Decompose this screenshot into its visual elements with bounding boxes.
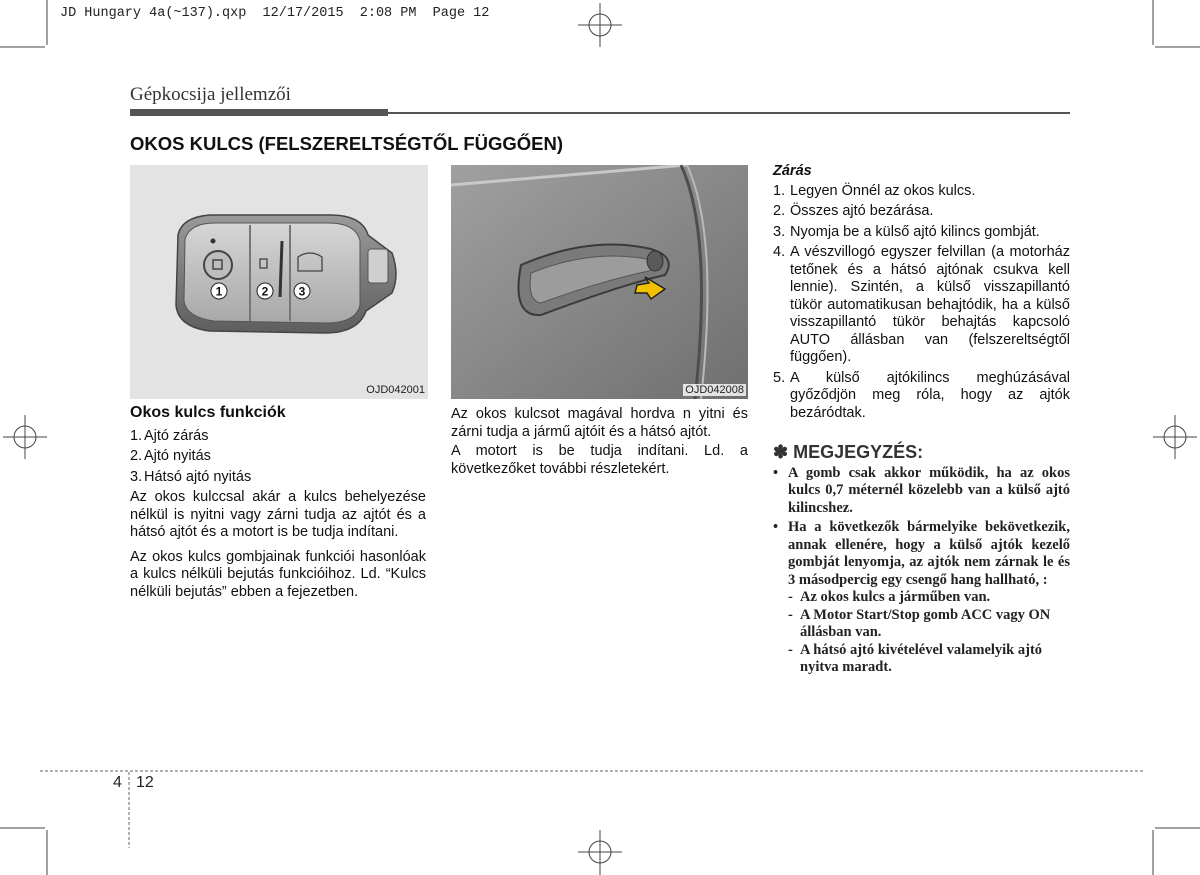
list-item: 3. Hátsó ajtó nyitás	[130, 468, 252, 485]
list-item: 1. Legyen Önnél az okos kulcs.	[773, 182, 976, 199]
paragraph: A motort is be tudja indítani. Ld. a következőket további részletekért.	[451, 443, 748, 477]
column-3	[773, 163, 1070, 677]
key-marker-2: 2	[261, 284, 269, 299]
chapter-number: 4	[113, 774, 122, 791]
note-sub-item: - A Motor Start/Stop gomb ACC vagy ON állásban van.	[788, 606, 1051, 640]
list-item: 1. Ajtó zárás	[130, 427, 209, 444]
figure2-code: OJD042008	[685, 384, 744, 396]
note-box	[773, 465, 1070, 677]
note-sub-item: - Az okos kulcs a járműben van.	[788, 589, 991, 605]
smart-key-illustration	[130, 165, 428, 399]
print-slug: JD Hungary 4a(~137).qxp 12/17/2015 2:08 PM Page 12	[60, 6, 490, 21]
smart-key-figure	[130, 165, 428, 399]
note-heading: ✽ MEGJEGYZÉS:	[773, 442, 924, 462]
key-marker-3: 3	[298, 284, 306, 299]
list-item: 3. Nyomja be a külső ajtó kilincs gombját.	[773, 223, 1040, 240]
note-bullet: • A gomb csak akkor működik, ha az okos kulcs 0,7 méternél közelebb van a külső ajtó kilincshez.	[773, 464, 1070, 516]
note-sub-item: - A hátsó ajtó kivételével valamelyik ajtó nyitva maradt.	[788, 641, 1043, 675]
paragraph: Az okos kulccsal akár a kulcs behelyezése nélkül is nyitni vagy zárni tudja az ajtót és a hátsó ajtót és a motort is be tudja indítani.	[130, 489, 426, 540]
list-item: 4. A vészvillogó egyszer felvillan (a motorház tetőnek és a hátsó ajtónak csukva kell lennie). Szintén, a külső visszapillantó tükör automatikusan behajtódik, ha a külső visszapillantó tükör behajtás kapcsoló AUTO állásban van (felszereltségtől függően).	[773, 244, 1070, 365]
paragraph: Az okos kulcs gombjainak funkciói hasonlóak a kulcs nélküli bejutás funkcióihoz. Ld. “Kulcs nélküli bejutás” ebben a fejezetben.	[130, 548, 426, 600]
smart-key-functions-heading: Okos kulcs funkciók	[130, 404, 286, 421]
note-bullet: • Ha a következők bármelyike bekövetkezik, annak ellenére, hogy a külső ajtók kezelő gombját lenyomja, az ajtók nem zárnak le és 3 másodpercig egy csengő hang hallható, :	[773, 519, 1070, 588]
page-number: 12	[136, 774, 154, 791]
column-2	[451, 406, 748, 478]
column-1	[130, 404, 426, 601]
list-item: 5. A külső ajtókilincs meghúzásával győződjön meg róla, hogy az ajtók bezáródtak.	[773, 369, 1070, 421]
list-item: 2. Ajtó nyitás	[130, 448, 211, 464]
page-heading: OKOS KULCS (FELSZERELTSÉGTŐL FÜGGŐEN)	[130, 133, 564, 154]
locking-subheading: Zárás	[773, 163, 812, 179]
door-handle-illustration	[451, 165, 748, 399]
door-handle-figure	[451, 165, 748, 399]
paragraph: Az okos kulcsot magával hordva n yitni és zárni tudja a jármű ajtóit és a hátsó ajtót.	[451, 406, 748, 440]
section-title: Gépkocsija jellemzői	[130, 84, 291, 105]
figure1-code: OJD042001	[366, 384, 425, 396]
list-item: 2. Összes ajtó bezárása.	[773, 203, 934, 219]
key-marker-1: 1	[215, 284, 223, 299]
